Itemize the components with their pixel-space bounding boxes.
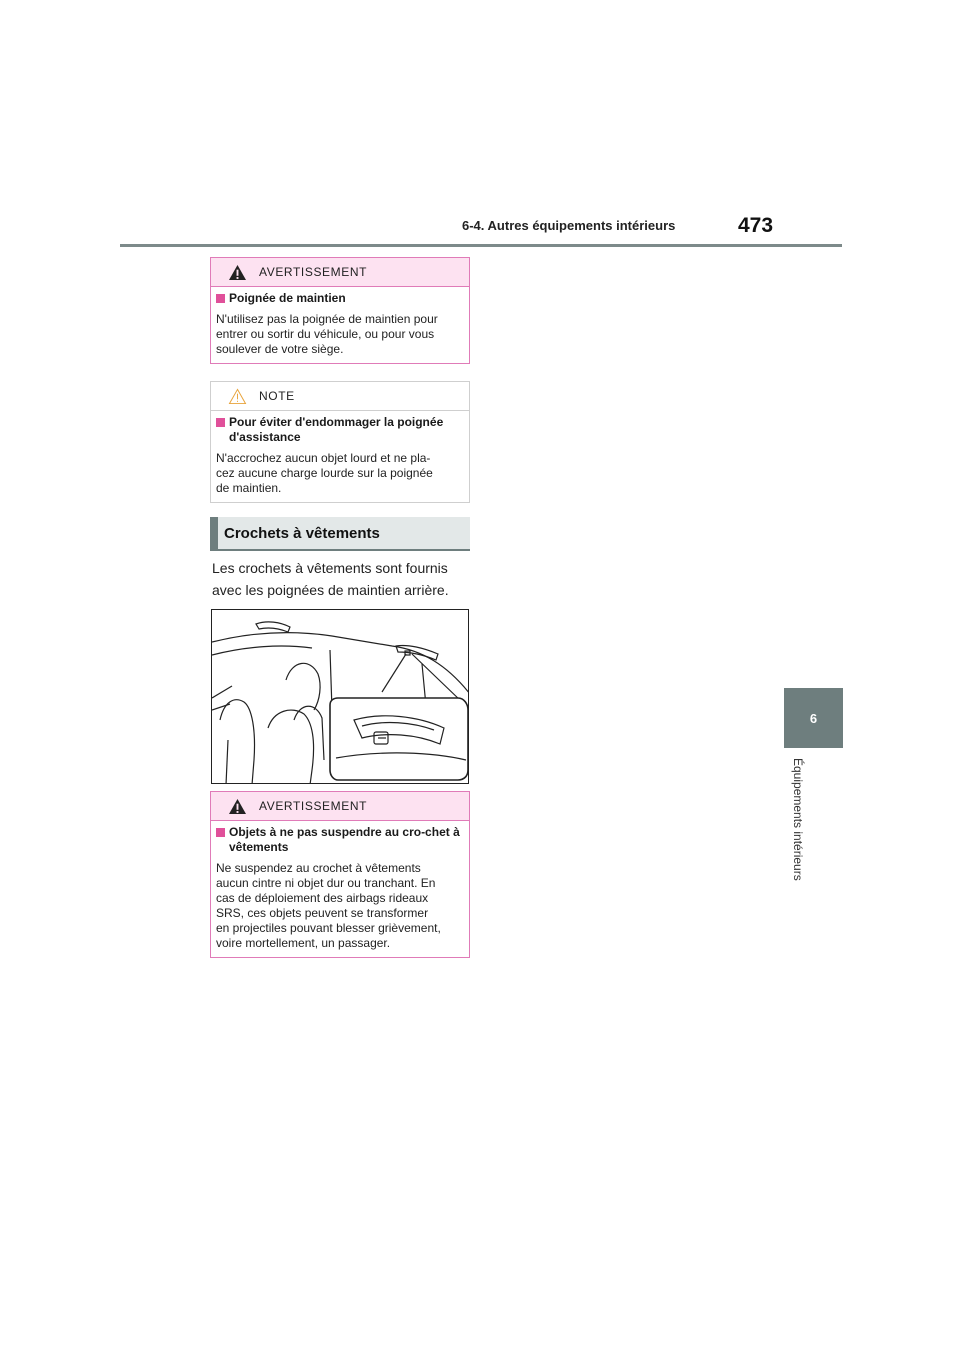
coat-hook-illustration bbox=[211, 609, 469, 784]
warning-subtitle: Poignée de maintien bbox=[216, 291, 463, 306]
chapter-tab: 6 bbox=[784, 688, 843, 748]
warning-box-assist-grip bbox=[210, 257, 470, 364]
warning-text: N'utilisez pas la poignée de maintien pour entrer ou sortir du véhicule, ou pour vous soulever de votre siège. bbox=[216, 312, 438, 356]
warning-triangle-icon bbox=[228, 798, 247, 815]
section-paragraph: Les crochets à vêtements sont fournis avec les poignées de maintien arrière. bbox=[212, 560, 449, 598]
page-number: 473 bbox=[738, 214, 774, 237]
note-header bbox=[211, 382, 469, 411]
section-heading: Crochets à vêtements bbox=[210, 517, 470, 551]
header-divider bbox=[120, 244, 842, 247]
section-title: 6-4. Autres équipements intérieurs bbox=[462, 218, 676, 233]
warning-header bbox=[211, 792, 469, 821]
warning-title: AVERTISSEMENT bbox=[259, 799, 368, 813]
warning-triangle-icon bbox=[228, 264, 247, 281]
warning-box-coat-hook bbox=[210, 791, 470, 958]
note-text: N'accrochez aucun objet lourd et ne pla- cez aucune charge lourde sur la poignée de maintien. bbox=[216, 451, 433, 495]
note-subtitle: Pour éviter d'endommager la poignée d'assistance bbox=[216, 415, 463, 445]
warning-title: AVERTISSEMENT bbox=[259, 265, 368, 279]
note-box-assist-grip bbox=[210, 381, 470, 503]
note-title: NOTE bbox=[259, 389, 295, 403]
warning-text: Ne suspendez au crochet à vêtements aucun cintre ni objet dur ou tranchant. En cas de déploiement des airbags rideaux SRS, ces objets peuvent se transformer en projectiles pouvant blesser grièvement, voire mortellement, un passager. bbox=[216, 861, 441, 950]
warning-header bbox=[211, 258, 469, 287]
caution-triangle-icon bbox=[228, 388, 247, 405]
chapter-label: Équipements intérieurs bbox=[791, 758, 805, 881]
warning-subtitle: Objets à ne pas suspendre au cro-chet à vêtements bbox=[216, 825, 463, 855]
